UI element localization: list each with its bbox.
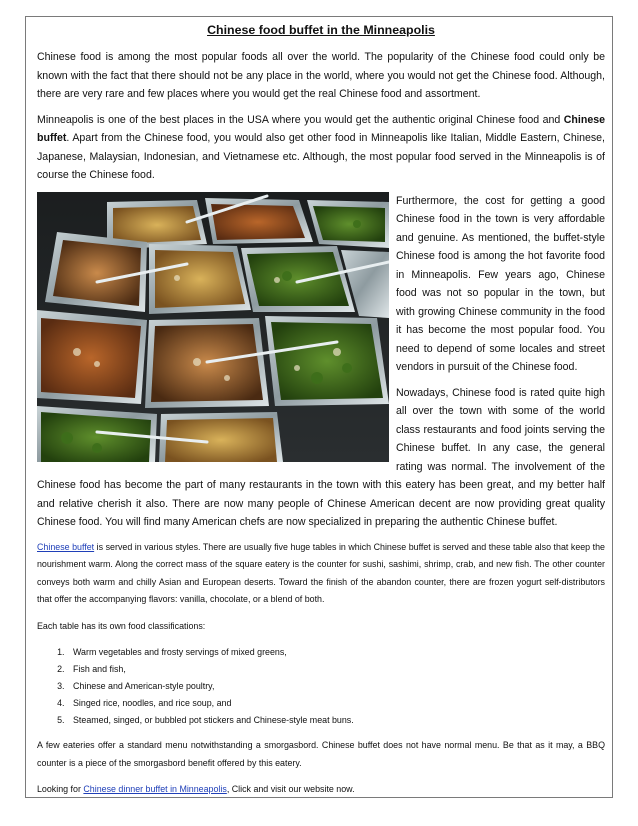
page-title: Chinese food buffet in the Minneapolis: [207, 23, 435, 37]
paragraph-menu: A few eateries offer a standard menu notwithstanding a smorgasbord. Chinese buffet does not have normal menu. Be that as it may, a BBQ counter is a piece of the smorgasbord benefit offered by this eatery.: [37, 740, 605, 768]
chinese-buffet-bold: Chinese buffet: [37, 113, 605, 144]
list-item: 4. Singed rice, noodles, and rice soup, and: [67, 695, 605, 712]
paragraph-minneapolis: [37, 111, 605, 185]
list-item: 3. Chinese and American-style poultry,: [67, 678, 605, 695]
list-item: 2. Fish and fish,: [67, 661, 605, 678]
cta-text-1: Looking for: [37, 784, 84, 794]
food-classification-list: [37, 644, 605, 729]
buffet-trays-image: [37, 192, 389, 462]
paragraph-cost: Furthermore, the cost for getting a good Chinese food in the town is very affordable and genuine. As mentioned, the buffet-style Chinese food is among the hot favorite food in Minneapolis. Few years ago, Chinese food was not so popular in the town, but with growing Chinese community in the food it has become the most popular food. You need to depend of some locales and street vendors in pursuit of the Chinese food.: [396, 194, 605, 373]
cta-text-2: , Click and visit our website now.: [226, 784, 355, 794]
paragraph-styles-text: is served in various styles. There are usually five huge tables in which Chinese buffet is served and these table also that keep the nourishment warm. Along the correct mass of the square eatery is the counter for sushi, sashimi, shrimp, crab, and new fish. The other counter conveys both warm and chilly Asian and European deserts. Toward the finish of the abandon counter, there are frozen yogurt self-distributors that offer the accompanying flavors: vanilla, chocolate, or a blend of both.: [37, 541, 605, 604]
dinner-buffet-link[interactable]: Chinese dinner buffet in Minneapolis: [83, 784, 227, 794]
paragraph-minneapolis-text-1: Minneapolis is one of the best places in the USA where you would get the authentic original Chinese food and: [37, 113, 564, 126]
paragraph-intro: Chinese food is among the most popular foods all over the world. The popularity of the Chinese food could only be known with the fact that there should not be any place in the world, where you would not get the Chinese food. Although, there are very rare and few places where you would get the real Chinese food and assortment.: [37, 51, 605, 100]
chinese-buffet-link[interactable]: Chinese buffet: [37, 541, 95, 552]
document-body: [37, 22, 605, 808]
paragraph-styles: [37, 539, 605, 609]
list-item: 5. Steamed, singed, or bubbled pot stickers and Chinese-style meat buns.: [67, 712, 605, 729]
buffet-photo: [37, 192, 389, 462]
paragraph-minneapolis-text-2: . Apart from the Chinese food, you would also get other food in Minneapolis like Italian, Middle Eastern, Chinese, Japanese, Malaysian, Indonesian, and Vietnamese etc. Although, the most popular food served in the Minneapolis is of course the Chinese food.: [37, 132, 605, 181]
paragraph-classifications: Each table has its own food classifications:: [37, 620, 206, 631]
paragraph-cta: [37, 781, 605, 799]
paragraph-nowadays: Nowadays, Chinese food is rated quite high all over the town with some of the world class restaurants and food joints serving the Chinese buffet. In any case, the general rating was normal. The involvement of the Chinese food has become the part of many restaurants in the town with this eatery has been great, and my better half and relative cherish it also. There are now many people of Chinese American decent are now providing great quality Chinese food. You will find many American chefs are now specialized in preparing the authentic Chinese buffet.: [37, 386, 605, 528]
list-item: 1. Warm vegetables and frosty servings of mixed greens,: [67, 644, 605, 661]
